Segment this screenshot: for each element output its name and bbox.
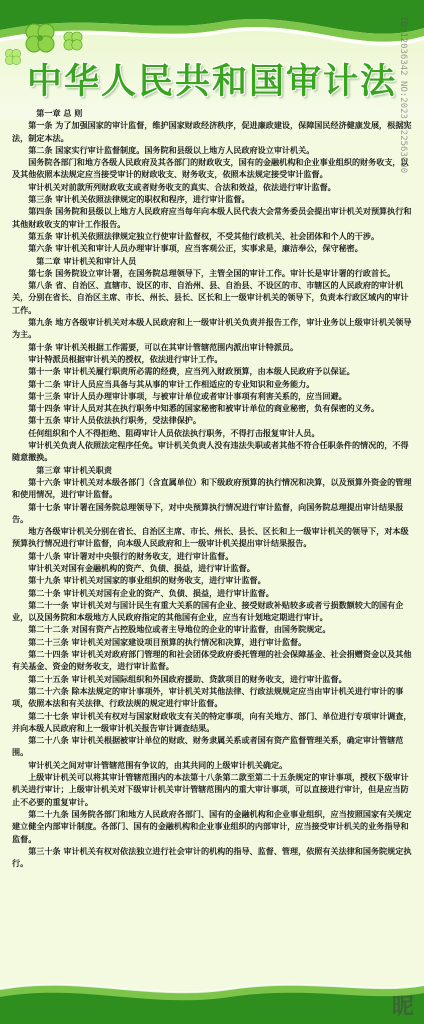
article-paragraph: 第十五条 审计人员依法执行职务，受法律保护。 (28, 415, 201, 426)
article-paragraph: 第十六条 审计机关对本级各部门（含直属单位）和下级政府预算的执行情况和决算，以及预算外资金的管理和使用情况，进行审计监督。 (12, 476, 412, 500)
article-paragraph: 第四条 国务院和县级以上地方人民政府应当每年向本级人民代表大会常务委员会提出审计机关对预算执行和其他财政收支的审计工作报告。 (12, 206, 412, 229)
article-paragraph: 第十七条 审计署在国务院总理领导下，对中央预算执行情况进行审计监督，向国务院总理提出审计结果报告。 (12, 501, 404, 524)
article-paragraph: 审计机关对国有金融机构的资产、负债、损益，进行审计监督。 (28, 562, 255, 573)
article-paragraph: 第二十二条 对国有资产占控股地位或者主导地位的企业的审计监督，由国务院规定。 (28, 624, 331, 635)
article-paragraph: 第十九条 审计机关对国家的事业组织的财务收支，进行审计监督。 (28, 575, 266, 586)
article-paragraph: 第七条 国务院设立审计署，在国务院总理领导下，主管全国的审计工作。审计长是审计署的行政首长。 (28, 267, 396, 278)
article-paragraph: 地方各级审计机关分别在省长、自治区主席、市长、州长、县长、区长和上一级审计机关的领导下，对本级预算执行情况进行审计监督，向本级人民政府和上一级审计机关提出审计结果报告。 (12, 526, 409, 549)
clover-small-icon (60, 28, 86, 54)
article-paragraph: 第二十七条 审计机关有权对与国家财政收支有关的特定事项，向有关地方、部门、单位进行专项审计调查，并向本级人民政府和上一级审计机关报告审计调查结果。 (12, 710, 412, 733)
chapter-heading: 第三章 审计机关职责 (36, 464, 112, 475)
article-paragraph: 第二条 国家实行审计监督制度。国务院和县级以上地方人民政府设立审计机关。 (28, 144, 315, 155)
article-paragraph: 第十四条 审计人员对其在执行职务中知悉的国家秘密和被审计单位的商业秘密，负有保密的义务。 (28, 403, 380, 414)
article-paragraph: 第三十条 审计机关有权对依法独立进行社会审计的机构的指导、监督、管理，依照有关法律和国务院规定执行。 (12, 845, 412, 869)
article-paragraph: 第二十一条 审计机关对与国计民生有重大关系的国有企业、接受财政补贴较多或者亏损数额较大的国有企业，以及国务院和本级地方人民政府指定的其他国有企业，应当有计划地定期进行审计。 (12, 599, 404, 623)
page-title: 中华人民共和国审计法 (26, 62, 397, 102)
article-paragraph: 第十三条 审计人员办理审计事项，与被审计单位或者审计事项有利害关系的，应当回避。 (28, 390, 347, 401)
article-paragraph: 国务院各部门和地方各级人民政府及其各部门的财政收支，国有的金融机构和企业事业组织的财务收支，以及其他依照本法规定应当接受审计的财政收支、财务收支，依照本法规定接受审计监督。 (12, 157, 409, 180)
article-paragraph: 上级审计机关可以将其审计管辖范围内的本法第十八条第二款至第二十五条规定的审计事项，授权下级审计机关进行审计；上级审计机关对下级审计机关审计管辖范围内的重大审计事项，可以直接进行审计，但是应当防止不必要的重复审计。 (12, 772, 409, 807)
bottom-wave-decoration (0, 975, 424, 1024)
chapter-heading: 第二章 审计机关和审计人员 (36, 255, 137, 266)
chapter-heading: 第一章 总 则 (36, 108, 83, 118)
article-paragraph: 第三条 审计机关依照法律规定的职权和程序，进行审计监督。 (28, 194, 250, 205)
article-paragraph: 第十二条 审计人员应当具备与其从事的审计工作相适应的专业知识和业务能力。 (28, 378, 315, 389)
article-paragraph: 第二十六条 除本法规定的审计事项外，审计机关对其他法律、行政法规规定应当由审计机关进行审计的事项，依照本法和有关法律、行政法规的规定进行审计监督。 (12, 685, 404, 709)
stock-logo-mark: 昵 (392, 995, 415, 1020)
article-paragraph: 审计机关对前款所列财政收支或者财务收支的真实、合法和效益，依法进行审计监督。 (28, 181, 336, 192)
article-paragraph: 第二十八条 审计机关根据被审计单位的财政、财务隶属关系或者国有资产监督管理关系，确定审计管辖范围。 (12, 735, 404, 758)
id-watermark: ID:12036342 NO:20231222563000 (398, 16, 408, 174)
law-text (12, 107, 414, 977)
article-paragraph: 审计特派员根据审计机关的授权，依法进行审计工作。 (28, 353, 223, 364)
article-paragraph: 第二十三条 审计机关对国家建设项目预算的执行情况和决算，进行审计监督。 (28, 636, 307, 647)
article-paragraph: 第五条 审计机关依照法律规定独立行使审计监督权，不受其他行政机关、社会团体和个人的干涉。 (28, 230, 380, 241)
article-paragraph: 第六条 审计机关和审计人员办理审计事项，应当客观公正，实事求是，廉洁奉公，保守秘密。 (28, 243, 363, 254)
article-paragraph: 审计机关负责人依照法定程序任免。审计机关负责人没有违法失职或者其他不符合任职条件的情况的，不得随意撤换。 (12, 440, 409, 463)
article-paragraph: 第二十九条 国务院各部门和地方人民政府各部门、国有的金融机构和企业事业组织，应当按照国家有关规定建立健全内部审计制度。各部门、国有的金融机构和企业事业组织的内部审计，应当接受审计机关的业务指导和监督。 (12, 808, 412, 844)
article-paragraph: 第十一条 审计机关履行职责所必需的经费，应当列入财政预算，由本级人民政府予以保证。 (28, 366, 355, 377)
article-paragraph: 第二十四条 审计机关对政府部门管理的和社会团体受政府委托管理的社会保障基金、社会捐赠资金以及其他有关基金、资金的财务收支，进行审计监督。 (12, 649, 412, 672)
article-paragraph: 第一条 为了加强国家的审计监督，维护国家财政经济秩序，促进廉政建设，保障国民经济健康发展，根据宪法，制定本法。 (12, 120, 412, 143)
article-paragraph: 第二十条 审计机关对国有企业的资产、负债、损益，进行审计监督。 (28, 587, 274, 598)
clover-icon (20, 18, 60, 58)
article-paragraph: 第十条 审计机关根据工作需要，可以在其审计管辖范围内派出审计特派员。 (28, 341, 299, 352)
article-paragraph: 第二十五条 审计机关对国际组织和外国政府援助、贷款项目的财务收支，进行审计监督。 (28, 673, 347, 684)
article-paragraph: 第九条 地方各级审计机关对本级人民政府和上一级审计机关负责并报告工作，审计业务以上级审计机关领导为主。 (12, 317, 412, 340)
article-paragraph: 第十八条 审计署对中央银行的财务收支，进行审计监督。 (28, 550, 234, 561)
article-paragraph: 任何组织和个人不得拒绝、阻碍审计人员依法执行职务，不得打击报复审计人员。 (28, 427, 320, 438)
article-paragraph: 审计机关之间对审计管辖范围有争议的，由其共同的上级审计机关确定。 (28, 759, 288, 770)
article-paragraph: 第八条 省、自治区、直辖市、设区的市、自治州、县、自治县、不设区的市、市辖区的人民政府的审计机关，分别在省长、自治区主席、市长、州长、县长、区长和上一级审计机关的领导下，负责本行政区域内的审计工作。 (12, 280, 409, 315)
